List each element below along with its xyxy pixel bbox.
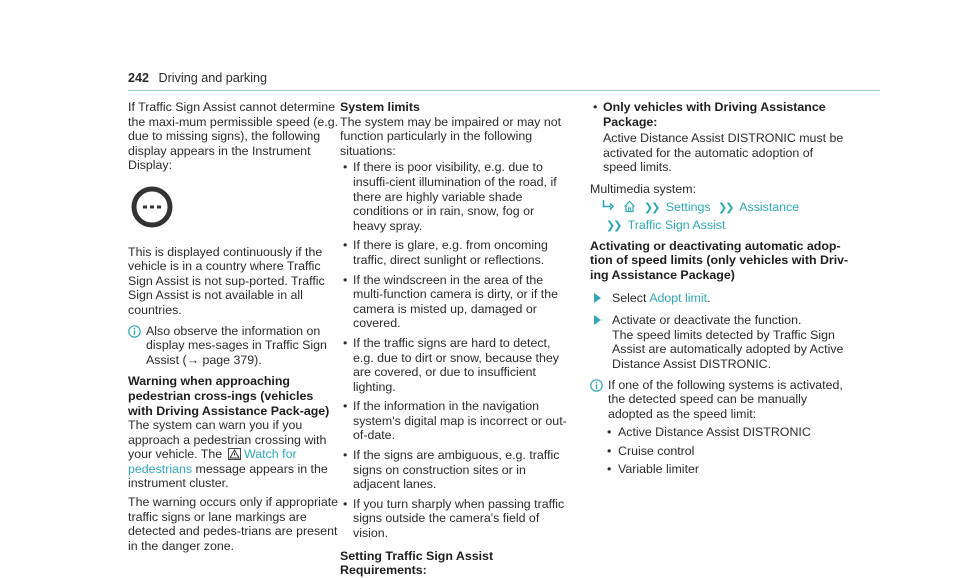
warning-paragraph-1 bbox=[128, 418, 340, 491]
return-arrow-icon bbox=[602, 200, 614, 215]
column-2 bbox=[340, 100, 570, 578]
limit-item: • If the signs are ambiguous, e.g. traffic signs on construction sites or in adjacent lanes. bbox=[340, 448, 570, 492]
limit-item: • If you turn sharply when passing traffic signs outside the camera's field of vision. bbox=[340, 497, 570, 541]
limit-item: • If there is poor visibility, e.g. due to insuffi-cient illumination of the road, if there are highly variable shade conditions or in rain, snow, fog or heavy spray. bbox=[340, 160, 570, 233]
info-note-adopt bbox=[590, 378, 850, 422]
watch-for-pedestrians-message: Watch for pedestrians bbox=[128, 447, 297, 476]
step2-text: Activate or deactivate the function. bbox=[612, 313, 802, 328]
requirements-label: Requirements: bbox=[340, 563, 427, 578]
chevron-double-icon: ❯❯ bbox=[643, 201, 659, 214]
warning-text-a: The system can warn you if you approach a pedestrian crossing with your vehicle. The bbox=[128, 418, 327, 462]
step-select bbox=[590, 291, 850, 306]
warning-paragraph-2: The warning occurs only if appropriate traffic signs or lane markings are detected and pedes-trians are present in the danger zone. bbox=[128, 495, 339, 553]
info-note-text: Also observe the information on display mes-sages in Traffic Sign Assist (→ page 379). bbox=[146, 323, 327, 367]
section-title: Driving and parking bbox=[158, 71, 268, 85]
step-arrow-icon bbox=[594, 293, 601, 303]
step-arrow-icon bbox=[594, 315, 601, 325]
menu-settings[interactable]: Settings bbox=[665, 199, 711, 214]
step-activate bbox=[590, 313, 850, 371]
system-limits-heading: System limits bbox=[340, 100, 420, 114]
adopt-systems-list bbox=[590, 425, 850, 477]
multimedia-label: Multimedia system: bbox=[590, 181, 697, 196]
menu-traffic-sign-assist[interactable]: Traffic Sign Assist bbox=[627, 218, 726, 233]
activate-heading: Activating or deactivating automatic adop-tion of speed limits (only vehicles with Driv-ing Assistance Package) bbox=[590, 238, 849, 282]
limit-item: • If the information in the navigation system's digital map is incorrect or out-of-date. bbox=[340, 399, 570, 443]
chevron-double-icon: ❯❯ bbox=[606, 220, 621, 233]
step1-suffix: . bbox=[707, 290, 711, 305]
adopt-limit-option[interactable]: Adopt limit bbox=[649, 290, 708, 305]
header-rule bbox=[128, 90, 880, 91]
requirement-item-heading: Only vehicles with Driving Assistance Package: bbox=[603, 100, 826, 129]
warning-text-b: message appears in the instrument cluster. bbox=[128, 461, 328, 491]
list-item: • Active Distance Assist DISTRONIC bbox=[590, 425, 850, 440]
limit-item: • If there is glare, e.g. from oncoming traffic, direct sunlight or reflections. bbox=[340, 238, 570, 267]
info-note-text: If one of the following systems is activated, the detected speed can be manually adopted as the speed limit: bbox=[608, 377, 843, 421]
page-number: 242 bbox=[128, 71, 150, 85]
info-icon bbox=[590, 379, 603, 396]
info-icon bbox=[128, 325, 141, 342]
system-limits-intro: The system may be impaired or may not function particularly in the following situations: bbox=[340, 114, 562, 158]
menu-path-cont bbox=[590, 218, 850, 234]
display-explanation: This is displayed continuously if the vehicle is in a country where Traffic Sign Assist is not sup-ported. Traffic Sign Assist is not available in all countries. bbox=[128, 244, 325, 317]
column-3 bbox=[590, 100, 850, 481]
requirement-item bbox=[590, 100, 850, 129]
home-icon[interactable] bbox=[623, 200, 636, 217]
page-header bbox=[128, 71, 267, 86]
step1-prefix: Select bbox=[612, 290, 647, 305]
no-speed-display-icon bbox=[130, 185, 340, 233]
info-note bbox=[128, 324, 340, 368]
step2-detail: The speed limits detected by Traffic Sign Assist are automatically adopted by Active Distance Assist DISTRONIC. bbox=[612, 327, 844, 371]
limit-item: • If the windscreen in the area of the multi-function camera is dirty, or if the camera is misted up, damaged or covered. bbox=[340, 273, 570, 331]
requirement-item-text: Active Distance Assist DISTRONIC must be activated for the automatic adoption of speed limits. bbox=[603, 131, 844, 175]
intro-paragraph: If Traffic Sign Assist cannot determine the maxi-mum permissible speed (e.g. due to missing signs), the following display appears in the Instrument Display: bbox=[128, 100, 339, 173]
limit-item: • If the traffic signs are hard to detect, e.g. due to dirt or snow, because they are covered, or due to insufficient lighting. bbox=[340, 336, 570, 394]
chevron-double-icon: ❯❯ bbox=[718, 201, 733, 214]
menu-path bbox=[590, 200, 850, 217]
list-item: • Cruise control bbox=[590, 444, 850, 459]
menu-assistance[interactable]: Assistance bbox=[739, 199, 800, 214]
column-1 bbox=[128, 100, 340, 553]
warning-heading: Warning when approaching pedestrian cross-ings (vehicles with Driving Assistance Pack-age) bbox=[128, 374, 330, 418]
list-item: • Variable limiter bbox=[590, 462, 850, 477]
setting-heading: Setting Traffic Sign Assist bbox=[340, 548, 494, 563]
warning-triangle-icon bbox=[228, 448, 241, 460]
